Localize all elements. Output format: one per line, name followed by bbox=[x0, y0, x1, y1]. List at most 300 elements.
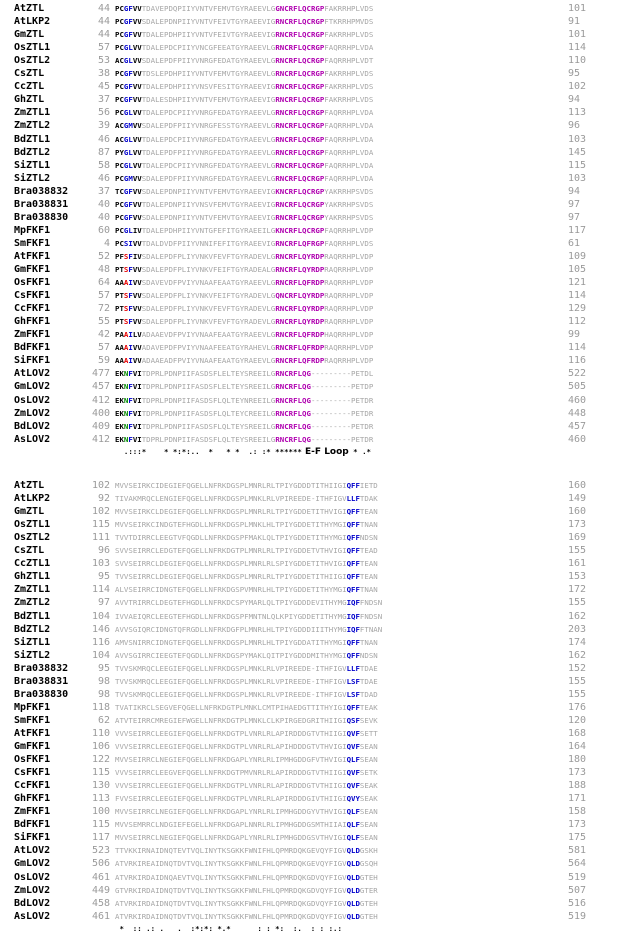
alignment-row bbox=[14, 610, 604, 623]
sequence-residues: PCGLVVTDALEPDCPIIYVNRGFEDATGYRAEEVLGRNCRFLQCRGPFAQRRHPLVDA bbox=[115, 108, 374, 118]
sequence-end: 129 bbox=[568, 303, 587, 315]
sequence-start: 60 bbox=[97, 224, 110, 236]
sequence-name: SiZTL1 bbox=[14, 159, 51, 171]
sequence-end: 115 bbox=[568, 159, 587, 171]
sequence-start: 46 bbox=[97, 133, 110, 145]
sequence-end: 176 bbox=[568, 701, 587, 713]
alignment-row bbox=[14, 433, 604, 446]
consensus-symbols: * :: .: . . :*:*: *.* : : *: :. : : :.: bbox=[115, 923, 342, 933]
sequence-residues: PCSIVVTDALDVDFPIIYVNNIFEFITGYRAEEVIGRNCRFLQFRGPFAQRRHPLVDS bbox=[115, 238, 374, 248]
sequence-name: Bra038832 bbox=[14, 185, 69, 197]
sequence-name: CcZTL1 bbox=[14, 558, 51, 570]
sequence-name: Bra038830 bbox=[14, 211, 69, 223]
alignment-row bbox=[14, 185, 604, 198]
sequence-residues: PCGFVVTDSLEPDHPIIYVNTVFEMVTGYRAEEVLGRNCRFLQCRGPFAKRRHPLVDS bbox=[115, 69, 374, 79]
sequence-end: 162 bbox=[568, 610, 587, 622]
sequence-residues: TVVSKMRQCLEEGIEFQGELLNFRKDGSPLMNKLRLVPIREEDE-ITHFIGVLSFTDAE bbox=[115, 676, 378, 686]
consensus-line bbox=[115, 446, 371, 458]
sequence-residues: PFSFIVSDALEPDFPLIYVNKVFEVFTGYRADEVLGRNCRFLQYRDPRAQRRHPLVDP bbox=[115, 251, 374, 261]
alignment-row bbox=[14, 492, 604, 505]
sequence-start: 98 bbox=[97, 675, 110, 687]
sequence-residues: TVATIKRCLSEGVEFQGELLNFRKDGTPLMNKLCMTPIHAEDGTTITHYIGIQFFTEAK bbox=[115, 702, 378, 712]
sequence-name: CsZTL bbox=[14, 68, 45, 80]
alignment-row bbox=[14, 766, 604, 779]
sequence-start: 409 bbox=[91, 420, 110, 432]
sequence-end: 102 bbox=[568, 81, 587, 93]
sequence-residues: IVVAEIQRCLEEGTEFHGDLLNFRKDGSPFMNTNLQLKPIYGDDETITHYMGIQFFNDSN bbox=[115, 611, 383, 621]
sequence-start: 97 bbox=[97, 597, 110, 609]
sequence-name: GhFKF1 bbox=[14, 316, 51, 328]
sequence-name: OsZTL1 bbox=[14, 42, 51, 54]
sequence-residues: GTVRKIRDAIDNQTDVTVQLINYTKSGKKFWNLFHLQPMRDQKGDVQYFIGVQLDGTER bbox=[115, 885, 378, 895]
sequence-end: 160 bbox=[568, 506, 587, 518]
sequence-start: 114 bbox=[91, 584, 110, 596]
sequence-end: 505 bbox=[568, 381, 587, 393]
sequence-end: 94 bbox=[568, 185, 581, 197]
alignment-row bbox=[14, 531, 604, 544]
sequence-name: AtFKF1 bbox=[14, 727, 51, 739]
alignment-row bbox=[14, 41, 604, 54]
sequence-start: 115 bbox=[91, 819, 110, 831]
alignment-row bbox=[14, 420, 604, 433]
sequence-residues: ATVRKIRDAIDNQTDVTVQLINYTKSGKKFWNLFHLQPMRDQKGDVQYFIGVQLDGTEH bbox=[115, 911, 378, 921]
sequence-name: BdZTL2 bbox=[14, 146, 51, 158]
alignment-row bbox=[14, 15, 604, 28]
alignment-row bbox=[14, 93, 604, 106]
sequence-name: GhZTL bbox=[14, 94, 45, 106]
sequence-name: GhFKF1 bbox=[14, 793, 51, 805]
sequence-residues: TCGFVVSDALEPDNPIIYVNTVFEMVTGYRAEEVIGKNCRFLQCRGPYAKRRHPSVDS bbox=[115, 186, 374, 196]
sequence-residues: EKNFVITDPRLPDNPIIFASDSFLQLTEYSREEILGRNCRFLQG---------PETDR bbox=[115, 434, 374, 444]
alignment-row bbox=[14, 276, 604, 289]
sequence-name: CcFKF1 bbox=[14, 303, 51, 315]
sequence-start: 62 bbox=[97, 714, 110, 726]
sequence-residues: PCGLIVTDALEPDHPIIYVNTGFEFITGYRAEEILGKNCRFLQCRGPFAQRRHPLVDP bbox=[115, 225, 374, 235]
alignment-row bbox=[14, 394, 604, 407]
sequence-end: 113 bbox=[568, 107, 587, 119]
sequence-start: 523 bbox=[91, 845, 110, 857]
sequence-start: 44 bbox=[97, 3, 110, 14]
sequence-start: 115 bbox=[91, 519, 110, 531]
sequence-residues: PTSFVVSDALEPDFPLIYVNKVFEVFTGYRADEVLGRNCRFLQYRDPRAQRRHPLVDP bbox=[115, 317, 374, 327]
sequence-residues: ATVRKIRDAIDNQTDVTVQLINYTKSGKKFWNLFHLQPMRDQKGDVQYFIGVQLDGTEH bbox=[115, 898, 378, 908]
alignment-row bbox=[14, 328, 604, 341]
sequence-end: 103 bbox=[568, 133, 587, 145]
alignment-row bbox=[14, 636, 604, 649]
sequence-name: OsLOV2 bbox=[14, 394, 51, 406]
sequence-end: 460 bbox=[568, 433, 587, 445]
sequence-residues: PCGFVVTDAVEPDQPIIYVNTVFEMVTGYRAEEVLGGNCRFLQCRGPFAKRRHPLVDS bbox=[115, 4, 374, 13]
sequence-name: ZmFKF1 bbox=[14, 329, 51, 341]
sequence-start: 106 bbox=[91, 741, 110, 752]
alignment-row bbox=[14, 871, 604, 884]
sequence-start: 113 bbox=[91, 793, 110, 805]
sequence-name: AtLKP2 bbox=[14, 493, 51, 505]
alignment-row bbox=[14, 341, 604, 354]
sequence-name: MpFKF1 bbox=[14, 701, 51, 713]
sequence-residues: MVVSEIRRCLNEGIEFQGELLNFRKDGAPLYNRLRLIPMHGDDGSVTHVIGIQLFSEAN bbox=[115, 833, 378, 843]
sequence-residues: PCGFVVTDALEPDHPIIYVNTVFEIVTGYRAEEVIGRNCRFLQCRGPFAKRRHPLVDS bbox=[115, 30, 374, 40]
sequence-end: 516 bbox=[568, 897, 587, 909]
alignment-row bbox=[14, 263, 604, 276]
alignment-row bbox=[14, 662, 604, 675]
sequence-name: BdLOV2 bbox=[14, 420, 51, 432]
sequence-name: GmFKF1 bbox=[14, 264, 51, 275]
sequence-residues: AVVTRIRRCLDEGTEFHGDLLNFRKDCSPYMARLQLTPIYGDDDEVITHYMGIQFFNDSN bbox=[115, 598, 383, 608]
sequence-start: 46 bbox=[97, 172, 110, 184]
sequence-start: 130 bbox=[91, 780, 110, 792]
sequence-end: 175 bbox=[568, 832, 587, 844]
sequence-name: AtLKP2 bbox=[14, 16, 51, 28]
sequence-name: CsFKF1 bbox=[14, 290, 51, 302]
alignment-row bbox=[14, 792, 604, 805]
sequence-residues: PYGLVVTDALEPDFPIIYVNRGFEDATGYRAEEVLGRNCRFLQCRGPFAQRRHPLVDA bbox=[115, 147, 374, 157]
sequence-start: 102 bbox=[91, 480, 110, 491]
sequence-start: 146 bbox=[91, 623, 110, 635]
alignment-row bbox=[14, 557, 604, 570]
sequence-residues: PTSFVVSDALEPDFPLIYVNKVFEVFTGYRADEVLGRNCRFLQYRDPRAQRRHPLVDP bbox=[115, 304, 374, 314]
sequence-end: 173 bbox=[568, 519, 587, 531]
sequence-start: 95 bbox=[97, 662, 110, 674]
sequence-residues: MVVSEMRRCLNDGIEFEGELLNFRKDGAPLNNRLRLIPMHGDDGSMTHIIAIQLFSEAN bbox=[115, 820, 378, 830]
sequence-start: 57 bbox=[97, 42, 110, 54]
sequence-name: OsZTL2 bbox=[14, 55, 51, 67]
alignment-row bbox=[14, 805, 604, 818]
sequence-residues: PTSFVVSDALEPDFPLIYVNKVFEIFTGYRADEVLGQNCRFLQYRDPRAQRRHPLVDP bbox=[115, 291, 374, 301]
alignment-row bbox=[14, 831, 604, 844]
sequence-start: 96 bbox=[97, 545, 110, 557]
sequence-residues: MVVSEIRRCLNEGIEFQGELLNFRKDGAPLYNRLRLIPMHGDDGYVTHVIGIQLFSEAN bbox=[115, 807, 378, 817]
sequence-start: 45 bbox=[97, 81, 110, 93]
sequence-start: 477 bbox=[91, 368, 110, 380]
sequence-end: 180 bbox=[568, 754, 587, 766]
sequence-name: CcFKF1 bbox=[14, 780, 51, 792]
sequence-end: 160 bbox=[568, 480, 587, 491]
sequence-residues: ATVTEIRRCMREGIEFWGELLNFRKDGTPLMNKLCLKPIRGEDGRITHIIGIQSFSEVK bbox=[115, 715, 378, 725]
sequence-name: ZmZTL2 bbox=[14, 597, 51, 609]
sequence-start: 118 bbox=[91, 701, 110, 713]
sequence-end: 110 bbox=[568, 55, 587, 67]
sequence-residues: MVVSEIRRCLNEGIEFQGELLNFRKDGAPLYNRLRLIPMHGDDGFVTHVIGIQLFSEAN bbox=[115, 755, 378, 765]
sequence-start: 56 bbox=[97, 107, 110, 119]
sequence-end: 581 bbox=[568, 845, 587, 857]
alignment-row bbox=[14, 407, 604, 420]
sequence-start: 59 bbox=[97, 355, 110, 367]
sequence-end: 168 bbox=[568, 727, 587, 739]
sequence-end: 114 bbox=[568, 290, 587, 302]
sequence-name: CsZTL bbox=[14, 545, 45, 557]
alignment-row bbox=[14, 779, 604, 792]
sequence-end: 164 bbox=[568, 741, 587, 752]
sequence-name: CcZTL bbox=[14, 81, 45, 93]
sequence-end: 149 bbox=[568, 493, 587, 505]
sequence-end: 112 bbox=[568, 316, 587, 328]
sequence-start: 40 bbox=[97, 198, 110, 210]
alignment-row bbox=[14, 224, 604, 237]
sequence-residues: TTVKKIRNAIDNQTEVTVQLINYTKSGKKFWNIFHLQPMRDQKGEVQYFIGVQLDGSKH bbox=[115, 846, 378, 856]
sequence-start: 98 bbox=[97, 688, 110, 700]
sequence-start: 412 bbox=[91, 394, 110, 406]
consensus-symbols: .:::* * *:*:.. * * * .: :* ****** bbox=[115, 446, 302, 456]
alignment-row bbox=[14, 54, 604, 67]
sequence-residues: EKNFVITDPRLPDNPIIFASDSFLELTEYSREEILGRNCRFLQG---------PETDP bbox=[115, 382, 374, 392]
sequence-name: GhZTL1 bbox=[14, 571, 51, 583]
sequence-start: 57 bbox=[97, 290, 110, 302]
alignment-row bbox=[14, 675, 604, 688]
sequence-name: SmFKF1 bbox=[14, 714, 51, 726]
sequence-end: 116 bbox=[568, 355, 587, 367]
sequence-end: 101 bbox=[568, 3, 587, 14]
sequence-end: 117 bbox=[568, 224, 587, 236]
sequence-name: SiFKF1 bbox=[14, 355, 51, 367]
alignment-row bbox=[14, 28, 604, 41]
alignment-row bbox=[14, 106, 604, 119]
sequence-end: 519 bbox=[568, 910, 587, 922]
sequence-end: 169 bbox=[568, 532, 587, 544]
alignment-row bbox=[14, 250, 604, 263]
sequence-name: AsLOV2 bbox=[14, 910, 51, 922]
consensus-label: E-F Loop bbox=[301, 446, 349, 457]
sequence-residues: AAAIVVADAAEADFPVIYVNAAFEAATGYRAEEVLGRNCRFLQFRDPRAQRRHPLVDP bbox=[115, 356, 374, 366]
sequence-name: BdFKF1 bbox=[14, 819, 51, 831]
sequence-start: 64 bbox=[97, 277, 110, 289]
sequence-start: 461 bbox=[91, 871, 110, 883]
sequence-start: 110 bbox=[91, 727, 110, 739]
sequence-end: 97 bbox=[568, 198, 581, 210]
sequence-start: 461 bbox=[91, 910, 110, 922]
alignment-row bbox=[14, 570, 604, 583]
alignment-row bbox=[14, 119, 604, 132]
sequence-start: 458 bbox=[91, 897, 110, 909]
sequence-start: 104 bbox=[91, 610, 110, 622]
sequence-end: 96 bbox=[568, 120, 581, 132]
alignment-row bbox=[14, 596, 604, 609]
alignment-row bbox=[14, 583, 604, 596]
sequence-end: 171 bbox=[568, 793, 587, 805]
sequence-name: AtLOV2 bbox=[14, 845, 51, 857]
sequence-start: 87 bbox=[97, 146, 110, 158]
sequence-start: 38 bbox=[97, 68, 110, 80]
sequence-residues: ATVRKIRDAIDNQAEVTVQLINYTKSGKKFWNLFHLQPMRDQKGDVQYFIGVQLDGTEH bbox=[115, 872, 378, 882]
sequence-name: GmLOV2 bbox=[14, 381, 51, 393]
sequence-start: 42 bbox=[97, 329, 110, 341]
sequence-residues: TIVAKMRQCLENGIEFQGELLNFRKDGSPLMNKLRLVPIREEDE-ITHFIGVLLFTDAK bbox=[115, 494, 378, 504]
sequence-name: OsLOV2 bbox=[14, 871, 51, 883]
alignment-row bbox=[14, 818, 604, 831]
alignment-row bbox=[14, 367, 604, 380]
sequence-name: Bra038831 bbox=[14, 198, 69, 210]
sequence-name: ZmLOV2 bbox=[14, 407, 51, 419]
alignment-block-1 bbox=[14, 2, 604, 457]
sequence-residues: PCGFVVSDALEPDNPIIYVNTVFEIVTGYRAEEVIGRNCRFLQCRGPFTKRRHPMVDS bbox=[115, 17, 374, 27]
sequence-end: 155 bbox=[568, 545, 587, 557]
sequence-start: 72 bbox=[97, 303, 110, 315]
sequence-end: 188 bbox=[568, 780, 587, 792]
sequence-residues: MVVSEIRKCLDEGIEFQGELLNFRKDGSPLMNRLRLTPIYGDDETITHVIGIQFFTEAN bbox=[115, 507, 378, 517]
alignment-row bbox=[14, 211, 604, 224]
sequence-residues: PAAILVADAAEVDFPVIYVNAAFEAATGYRAEEVLGRNCRFLQFRDPHAQRRHPLVDP bbox=[115, 330, 374, 340]
sequence-residues: PTSFVVSDALEPDFPLIYVNKVFEIFTGYRADEALGRNCRFLQYRDPRAQRRHPLVDP bbox=[115, 265, 374, 274]
sequence-end: 94 bbox=[568, 94, 581, 106]
sequence-residues: ACGLVVTDALEPDCPIIYVNRGFEDATGYRAEEVLGRNCRFLQCRGPFAQRRHPLVDA bbox=[115, 134, 374, 144]
sequence-start: 40 bbox=[97, 211, 110, 223]
sequence-start: 104 bbox=[91, 649, 110, 661]
sequence-residues: PCGMVVSDALEPDFPIIYVNRGFEDATGYRAEEVLGRNCRFLQCRGPFAQRRHPLVDA bbox=[115, 173, 374, 183]
alignment-row bbox=[14, 302, 604, 315]
alignment-row bbox=[14, 67, 604, 80]
sequence-name: OsFKF1 bbox=[14, 277, 51, 289]
sequence-end: 95 bbox=[568, 68, 581, 80]
sequence-end: 448 bbox=[568, 407, 587, 419]
sequence-residues: ACGLVVSDALEPDFPIIYVNRGFEDATGYRAEEVLGRNCRFLQCRGPFAQRRHPLVDT bbox=[115, 56, 374, 66]
sequence-name: AtZTL bbox=[14, 3, 45, 14]
sequence-name: AsLOV2 bbox=[14, 433, 51, 445]
sequence-residues: SVVSEIRRCLDEGIEFQGELLNFRKDGSPLMNRLRLSPIYGDDETITHVIGIQFFTEAN bbox=[115, 559, 378, 569]
alignment-block-2 bbox=[14, 479, 604, 949]
sequence-residues: PCGFVVSDALEPDNPIIYVNTVFEMVTGYRAEEVIGRNCRFLQCRGPYAKRRHPSVDS bbox=[115, 212, 374, 222]
sequence-end: 114 bbox=[568, 342, 587, 354]
sequence-end: 155 bbox=[568, 688, 587, 700]
sequence-end: 174 bbox=[568, 636, 587, 648]
sequence-start: 58 bbox=[97, 159, 110, 171]
alignment-row bbox=[14, 479, 604, 492]
sequence-residues: AMVSNIRRCIDNGTEFQGELLNFRKDGSPLMNRLHLTPIYGDDATITHYMGIQFFTNAN bbox=[115, 637, 378, 647]
alignment-row bbox=[14, 505, 604, 518]
sequence-start: 457 bbox=[91, 381, 110, 393]
sequence-start: 115 bbox=[91, 767, 110, 779]
sequence-end: 507 bbox=[568, 884, 587, 896]
sequence-residues: ATVRKIREAIDNQTDVTVQLINYTKSGKKFWNLFHLQPMRDQKGEVQYFIGVQLDGSQH bbox=[115, 859, 378, 869]
sequence-residues: AVVSGIQRCIDNGTQFRGDLLNFRKDGFPLMNRLHLTPIYGDDDIIITHYMGIQFFTNAN bbox=[115, 624, 383, 634]
sequence-residues: AAAIVVSDAVEVDFPVIYVNAAFEAATGYRAEEVLGRNCRFLQFRDPRAQRRHPLVDP bbox=[115, 278, 374, 288]
sequence-name: BdZTL1 bbox=[14, 133, 51, 145]
alignment-row bbox=[14, 544, 604, 557]
sequence-end: 97 bbox=[568, 211, 581, 223]
consensus-tail: * .* bbox=[348, 446, 371, 456]
sequence-residues: PCGLVVTDALEPDCPIIYVNRGFEDATGYRAEEVLGRNCRFLQCRGPFAQRRHPLVDA bbox=[115, 160, 374, 170]
sequence-start: 449 bbox=[91, 884, 110, 896]
alignment-row bbox=[14, 237, 604, 250]
sequence-residues: PCGFVVTDALEPDHPIIYVNSVFESITGYRAEEVIGRNCRFLQCRGPFAKRRHPLVDS bbox=[115, 82, 374, 92]
sequence-start: 53 bbox=[97, 55, 110, 67]
sequence-start: 100 bbox=[91, 806, 110, 818]
sequence-name: GmZTL bbox=[14, 506, 45, 518]
alignment-row bbox=[14, 2, 604, 15]
sequence-end: 155 bbox=[568, 675, 587, 687]
sequence-start: 400 bbox=[91, 407, 110, 419]
sequence-end: 203 bbox=[568, 623, 587, 635]
sequence-name: GmLOV2 bbox=[14, 858, 51, 870]
sequence-name: BdLOV2 bbox=[14, 897, 51, 909]
sequence-name: ZmZTL2 bbox=[14, 120, 51, 132]
sequence-end: 564 bbox=[568, 858, 587, 870]
sequence-end: 120 bbox=[568, 714, 587, 726]
sequence-residues: ALVSEIRRCIDNGTEFQGELLNFRKDGSPVMNRLHLTPIYGDDETITHYMGIQFFTNAN bbox=[115, 585, 378, 595]
sequence-end: 61 bbox=[568, 237, 581, 249]
sequence-name: AtFKF1 bbox=[14, 250, 51, 262]
alignment-row bbox=[14, 380, 604, 393]
sequence-name: OsFKF1 bbox=[14, 754, 51, 766]
sequence-name: Bra038831 bbox=[14, 675, 69, 687]
sequence-name: AtZTL bbox=[14, 480, 45, 491]
alignment-row bbox=[14, 844, 604, 857]
sequence-name: OsZTL1 bbox=[14, 519, 51, 531]
sequence-start: 57 bbox=[97, 342, 110, 354]
sequence-residues: AVVSGIRRCIEEGTEFQGDLLNFRKDGSPYMAKLQITPIYGDDDMITHYMGIQFFNDSN bbox=[115, 650, 378, 660]
sequence-residues: PCGLVVTDALEPDCPIIYVNCGFEEATGYRAEEVLGRNCRFLQCRGPFAQRRHPLVDA bbox=[115, 43, 374, 53]
sequence-end: 173 bbox=[568, 819, 587, 831]
sequence-start: 506 bbox=[91, 858, 110, 870]
sequence-end: 152 bbox=[568, 662, 587, 674]
alignment-row bbox=[14, 649, 604, 662]
alignment-row bbox=[14, 315, 604, 328]
sequence-residues: TVVTDIRRCLEEGTVFQGDLLNFRKDGSPFMAKLQLTPIYGDDETITHYMGIQFFNDSN bbox=[115, 533, 378, 543]
alignment-row bbox=[14, 740, 604, 753]
sequence-start: 102 bbox=[91, 506, 110, 518]
alignment-row bbox=[14, 354, 604, 367]
sequence-residues: EKNFVITDPRLPDNPIIFASDSFLELTEYSREEILGRNCRFLQG---------PETDL bbox=[115, 369, 374, 379]
sequence-name: Bra038832 bbox=[14, 662, 69, 674]
sequence-residues: FVVSEIRRCLEEGIEFQGELLNFRKDGTPLVNRLRLAPIRDDDGIVTHIIGIQVYSEAK bbox=[115, 794, 378, 804]
sequence-start: 39 bbox=[97, 120, 110, 132]
sequence-name: ZmLOV2 bbox=[14, 884, 51, 896]
sequence-start: 116 bbox=[91, 636, 110, 648]
sequence-end: 519 bbox=[568, 871, 587, 883]
sequence-end: 460 bbox=[568, 394, 587, 406]
sequence-start: 52 bbox=[97, 250, 110, 262]
sequence-end: 91 bbox=[568, 16, 581, 28]
sequence-residues: AAAIVVADAVEPDFPVIYVNAAFEEATGYRAHEVLGRNCRFLQFRDPRAQRRHPLVDP bbox=[115, 343, 374, 353]
sequence-name: SiZTL1 bbox=[14, 636, 51, 648]
consensus-line bbox=[115, 923, 342, 935]
sequence-residues: TVVSKMRQCLEEGIEFQGELLNFRKDGSPLMNKLRLVPIREEDE-ITHFIGVLSFTDAD bbox=[115, 689, 378, 699]
sequence-name: CsFKF1 bbox=[14, 767, 51, 779]
alignment-row bbox=[14, 701, 604, 714]
sequence-start: 55 bbox=[97, 316, 110, 328]
sequence-start: 37 bbox=[97, 185, 110, 197]
sequence-start: 4 bbox=[103, 237, 110, 249]
sequence-start: 122 bbox=[91, 754, 110, 766]
sequence-start: 92 bbox=[97, 493, 110, 505]
alignment-row bbox=[14, 289, 604, 302]
alignment-row bbox=[14, 146, 604, 159]
sequence-name: BdZTL2 bbox=[14, 623, 51, 635]
sequence-name: GmFKF1 bbox=[14, 741, 51, 752]
sequence-name: SmFKF1 bbox=[14, 237, 51, 249]
sequence-residues: VVVSEIRRCLEEGIEFQGELLNFRKDGTPLVNRLRLAPIRDDDGTVTHIIGIQVFSEAK bbox=[115, 781, 378, 791]
alignment-row bbox=[14, 688, 604, 701]
sequence-residues: VVVSEIRRCLEEGVEFQGELLNFRKDGTPMVNRLRLAPIRDDDGTVTHIIGIQVFSETK bbox=[115, 768, 378, 778]
sequence-residues: TVVSKMRQCLEEGIEFQGELLNFRKDGSPLMNKLRLVPIREEDE-ITHFIGVLLFTDAE bbox=[115, 663, 378, 673]
sequence-name: BdFKF1 bbox=[14, 342, 51, 354]
sequence-name: MpFKF1 bbox=[14, 224, 51, 236]
sequence-name: AtLOV2 bbox=[14, 368, 51, 380]
sequence-end: 103 bbox=[568, 172, 587, 184]
alignment-row bbox=[14, 133, 604, 146]
sequence-end: 522 bbox=[568, 368, 587, 380]
sequence-end: 121 bbox=[568, 277, 587, 289]
sequence-residues: MVVSEIRKCIDEGIEFQGELLNFRKDGSPLMNRLRLTPIYGDDDTITHIIGIQFFIETD bbox=[115, 481, 378, 490]
sequence-start: 48 bbox=[97, 264, 110, 275]
alignment-row bbox=[14, 80, 604, 93]
alignment-row bbox=[14, 753, 604, 766]
alignment-row bbox=[14, 897, 604, 910]
sequence-end: 145 bbox=[568, 146, 587, 158]
alignment-row bbox=[14, 884, 604, 897]
sequence-end: 162 bbox=[568, 649, 587, 661]
sequence-end: 153 bbox=[568, 571, 587, 583]
sequence-residues: PCGFVVTDALEPDNPIIYVNSVFEMVTGYRAEEVIGRNCRFLQCRGPYAKRRHPSVDS bbox=[115, 199, 374, 209]
